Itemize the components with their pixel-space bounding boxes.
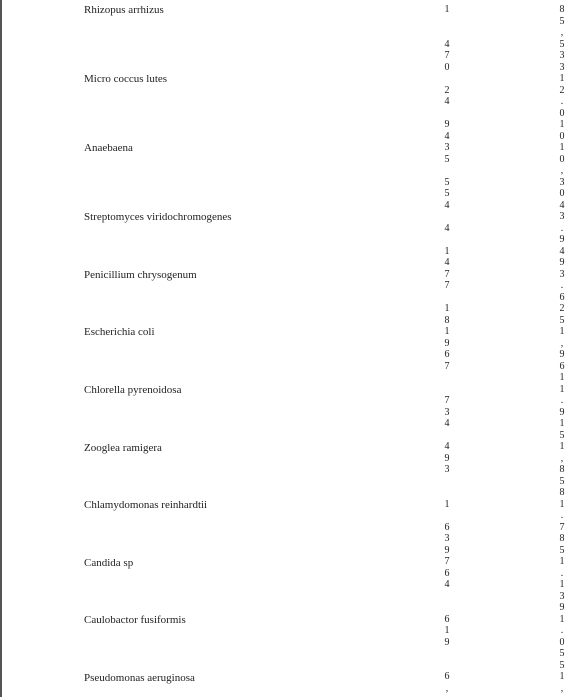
value-char: 1 [559, 326, 565, 337]
value-char: 2 [559, 303, 565, 314]
value-char: . [560, 625, 564, 636]
value-char: 1 [559, 418, 565, 429]
value-char: 4 [444, 199, 450, 211]
value-char [441, 16, 453, 28]
organism-name: Zooglea ramigera [84, 442, 162, 454]
value-char: 9 [444, 636, 450, 648]
organism-name: Micro coccus lutes [84, 73, 168, 85]
value-char: 7 [444, 395, 450, 406]
value-char: 1 [559, 142, 565, 153]
value-char: 3 [444, 533, 450, 544]
value-char: . [560, 567, 564, 579]
value-char [441, 510, 453, 522]
value-char: 9 [559, 234, 565, 245]
value-char: 1 [559, 73, 565, 84]
value-char: 9 [444, 337, 450, 349]
value-char [441, 27, 453, 39]
value-char: 1 [559, 579, 565, 590]
value-char: 9 [559, 349, 565, 360]
value-char: 1 [444, 498, 450, 510]
value-char: 0 [559, 636, 565, 648]
value-char: 1 [559, 372, 565, 383]
value-char: 1 [559, 441, 565, 452]
value-char: 3 [559, 176, 565, 188]
value-char: 7 [444, 50, 450, 61]
value-char: 5 [559, 475, 565, 487]
value-char: 9 [559, 406, 565, 418]
value-char: 8 [559, 487, 565, 498]
value-char: 5 [559, 38, 565, 50]
value-char: 1 [559, 556, 565, 567]
organism-name: Pseudomonas aeruginosa [84, 672, 195, 684]
value-char [441, 602, 453, 614]
value-char: 9 [559, 602, 565, 613]
value-char: 5 [559, 659, 565, 671]
value-char [441, 648, 453, 660]
value-char: 4 [444, 418, 450, 429]
value-char: 9 [444, 544, 450, 556]
value-char: 1 [559, 613, 565, 625]
value-char: , [560, 682, 564, 694]
value-char: 6 [444, 521, 450, 533]
value-char [441, 234, 453, 246]
value-char: 6 [559, 360, 565, 372]
value-char: 1 [444, 303, 450, 314]
value-char [441, 108, 453, 120]
value-char: 1 [559, 671, 565, 682]
value-char: 1 [444, 625, 450, 636]
value-char: 1 [444, 326, 450, 337]
organism-name: Streptomyces viridochromogenes [84, 211, 232, 223]
value-char: 4 [444, 257, 450, 268]
value-char: 9 [559, 257, 565, 268]
value-char: 8 [559, 4, 565, 15]
value-char: , [560, 337, 564, 349]
value-char: 3 [559, 50, 565, 61]
value-char: 7 [444, 556, 450, 567]
value-char: 0 [559, 130, 565, 142]
value-char: 6 [444, 567, 450, 579]
value-char: 0 [559, 188, 565, 199]
value-char: , [560, 27, 564, 38]
value-char: 7 [559, 521, 565, 533]
value-char [441, 591, 453, 603]
organism-name: Caulobactor fusiformis [84, 614, 186, 626]
value-char: 1 [559, 383, 565, 395]
value-char: 4 [559, 199, 565, 211]
value-char [441, 372, 453, 384]
value-char: 3 [559, 268, 565, 280]
value-char: 1 [559, 119, 565, 130]
value-char: 3 [444, 464, 450, 475]
value-char: 3 [444, 142, 450, 153]
value-char: 5 [559, 314, 565, 326]
value-char: 5 [559, 15, 565, 27]
value-char: 7 [444, 280, 450, 291]
value-char: 8 [559, 464, 565, 475]
value-char: 4 [444, 38, 450, 50]
value-char: 7 [444, 360, 450, 372]
value-char: 1 [444, 4, 450, 15]
value-char: 6 [444, 349, 450, 360]
value-char: 0 [559, 153, 565, 165]
value-char: 5 [559, 544, 565, 556]
value-char [441, 211, 453, 223]
value-char: 3 [559, 590, 565, 602]
value-char [441, 384, 453, 396]
value-char: 9 [444, 452, 450, 464]
value-char: 8 [444, 314, 450, 326]
left-border-rule [0, 0, 2, 697]
value-char: 0 [559, 107, 565, 119]
value-char: . [560, 395, 564, 406]
organism-name: Escherichia coli [84, 326, 155, 338]
value-column-1 [441, 4, 453, 694]
value-char: , [445, 682, 449, 694]
value-char: 3 [444, 406, 450, 418]
value-char: 5 [559, 429, 565, 441]
value-char: 4 [444, 579, 450, 590]
value-char [441, 73, 453, 85]
value-char: 7 [444, 268, 450, 280]
value-char: 3 [559, 61, 565, 73]
value-char [441, 292, 453, 304]
organism-name: Chlamydomonas reinhardtii [84, 499, 208, 511]
value-char: . [560, 96, 564, 107]
organism-name: Anaebaena [84, 142, 133, 154]
value-char: 4 [444, 441, 450, 452]
value-char [441, 476, 453, 488]
value-char: . [560, 222, 564, 234]
value-column-2 [556, 4, 568, 694]
value-char: 4 [444, 130, 450, 142]
value-char: 4 [444, 222, 450, 234]
value-char: 1 [444, 245, 450, 257]
organism-name: Penicillium chrysogenum [84, 269, 197, 281]
value-char: 2 [559, 84, 565, 96]
value-char: , [560, 452, 564, 464]
organism-name: Chlorella pyrenoidosa [84, 384, 182, 396]
value-char [441, 430, 453, 442]
value-char [441, 660, 453, 672]
value-char: 0 [444, 61, 450, 73]
value-char: 8 [559, 533, 565, 544]
value-char: 5 [444, 188, 450, 199]
value-char: 2 [444, 84, 450, 96]
value-char: 6 [444, 613, 450, 625]
value-char: . [560, 510, 564, 521]
value-char [441, 165, 453, 177]
value-char: 5 [444, 176, 450, 188]
value-char [441, 487, 453, 499]
value-char: 6 [444, 671, 450, 682]
value-char: 6 [559, 291, 565, 303]
organism-name: Candida sp [84, 557, 134, 569]
value-char: 1 [559, 498, 565, 510]
value-char: 4 [559, 245, 565, 257]
value-char: 5 [559, 648, 565, 659]
value-char: 9 [444, 119, 450, 130]
value-char: . [560, 280, 564, 291]
value-char: , [560, 165, 564, 176]
value-char: 5 [444, 153, 450, 165]
organism-name: Rhizopus arrhizus [84, 4, 164, 16]
value-char: 4 [444, 96, 450, 107]
value-char: 3 [559, 211, 565, 222]
